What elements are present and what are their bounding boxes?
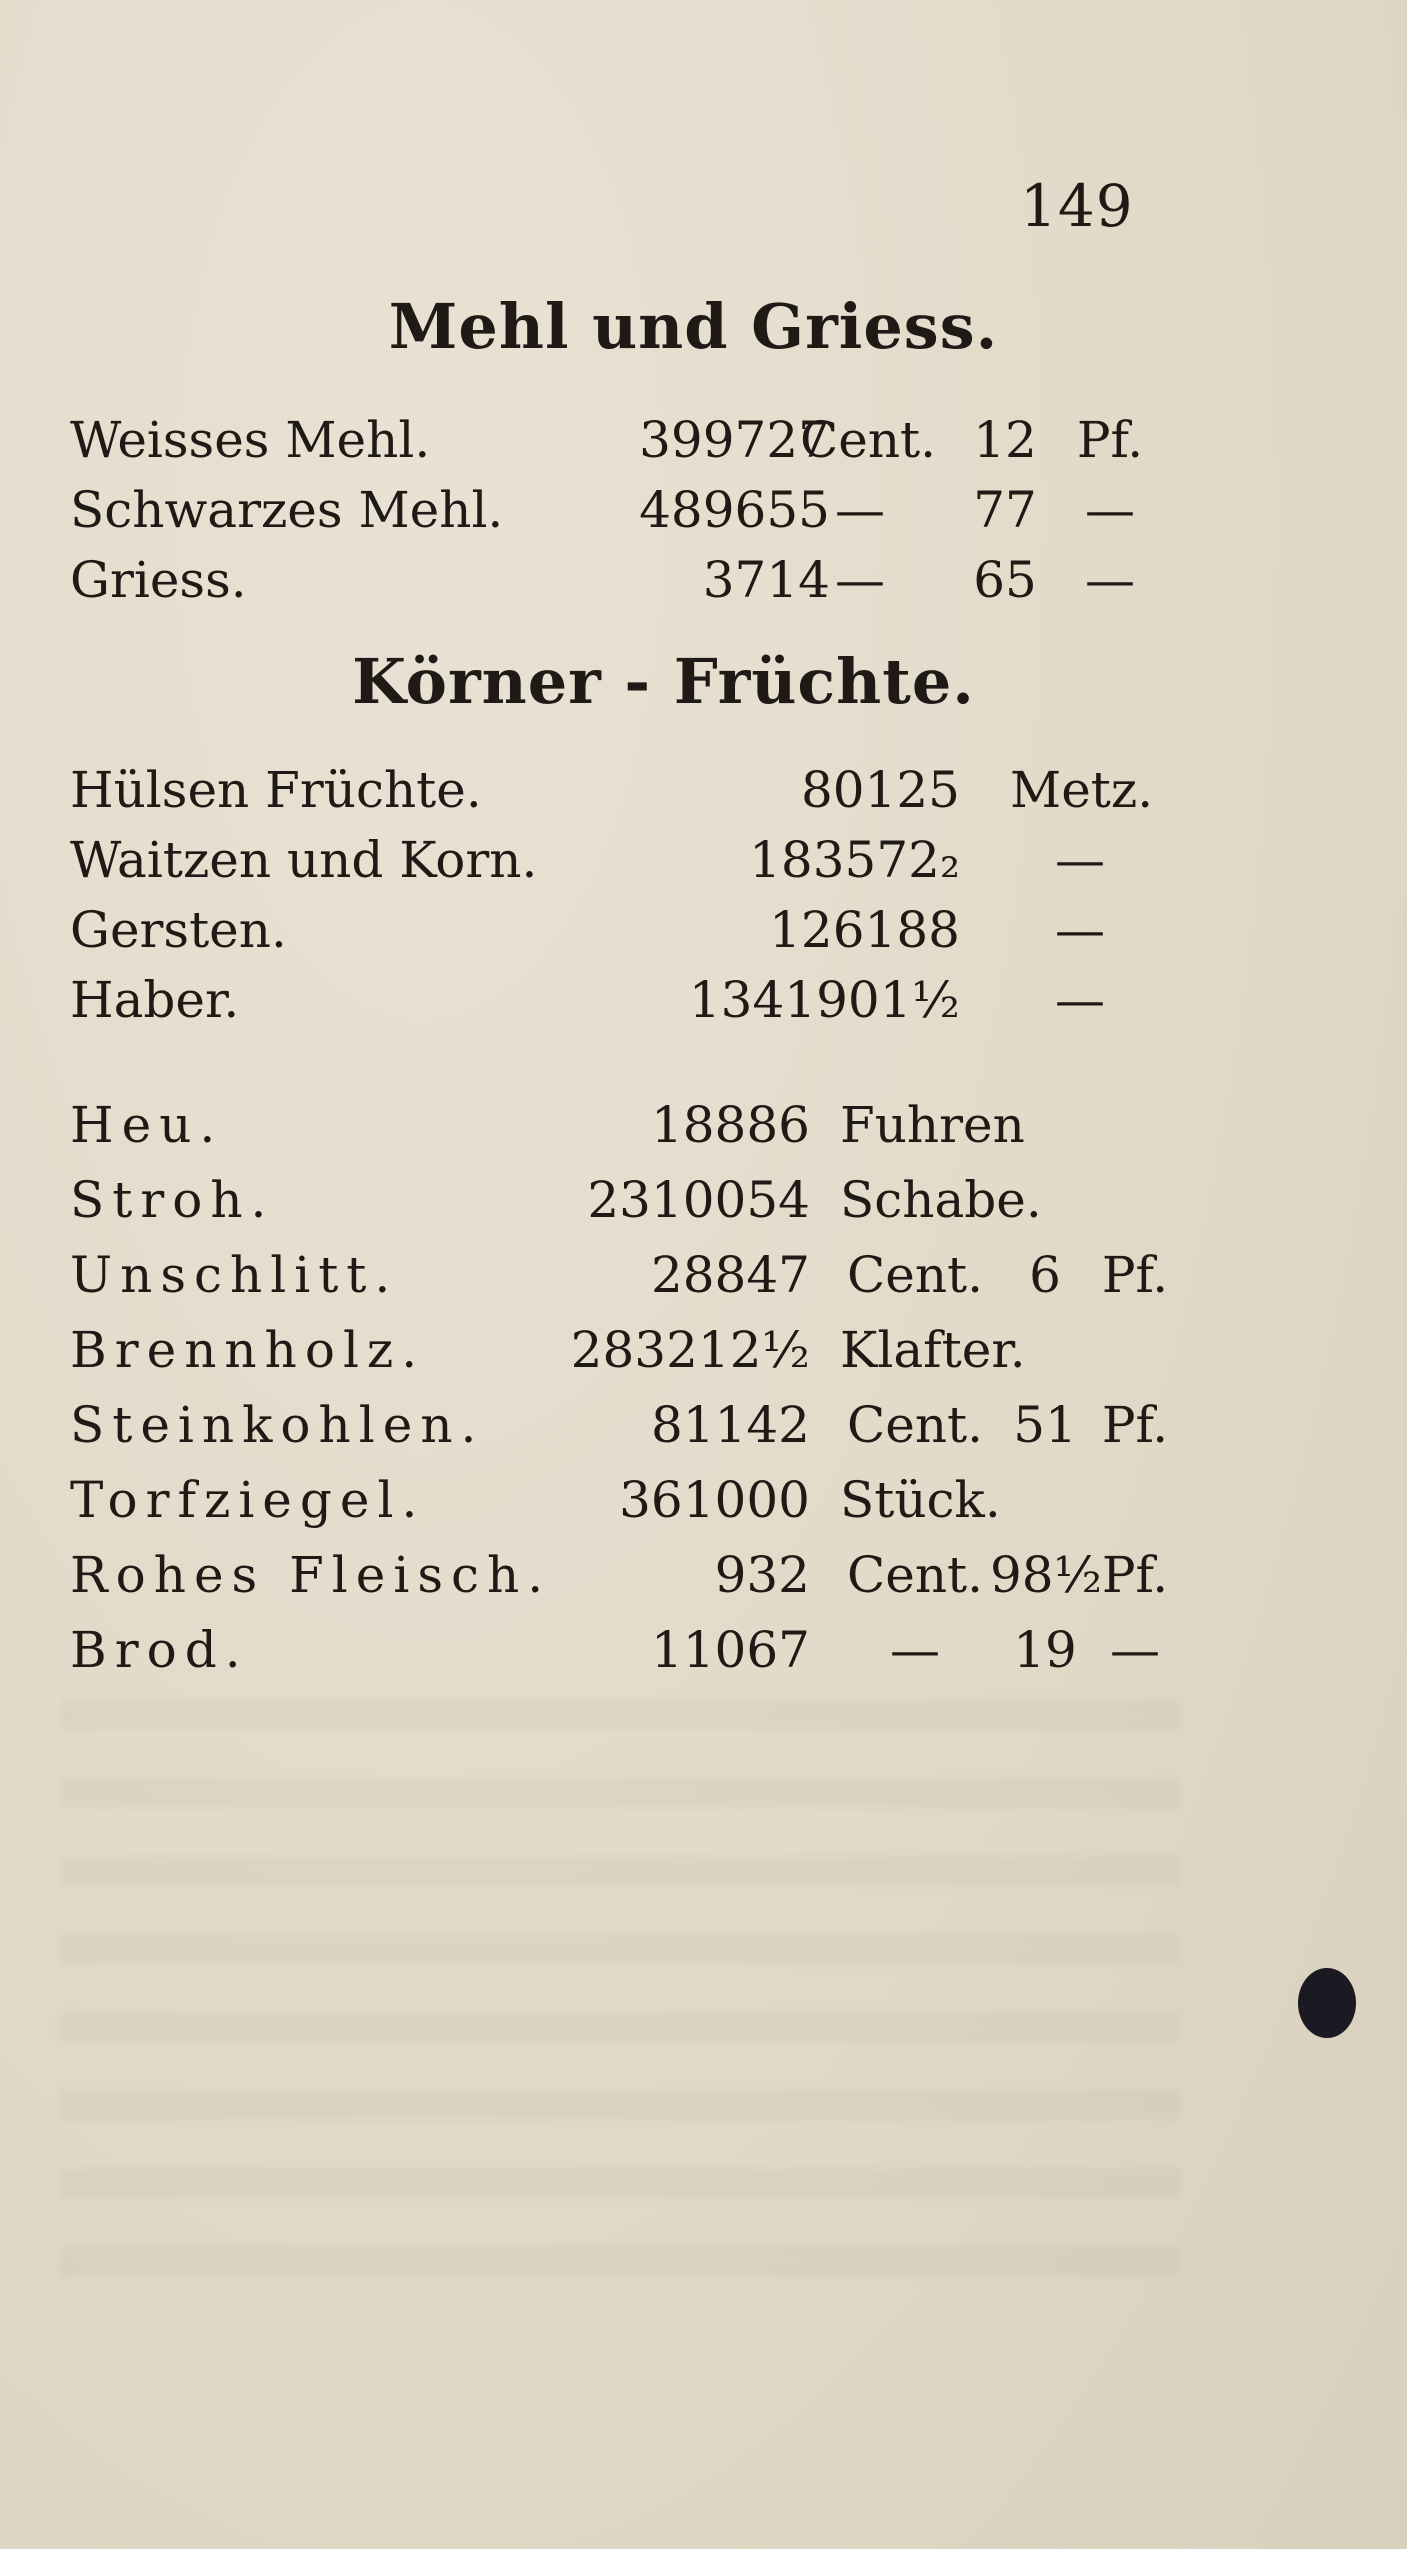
item-qty: 19 [1013,1621,1077,1679]
item-name: Brod. [70,1621,249,1679]
table-row [70,1465,1140,1535]
table-row [70,965,1140,1035]
item-unit: — [1055,831,1105,889]
item-amount: 1341901½ [688,971,960,1029]
item-unit: — [1055,971,1105,1029]
item-qty: 51 [1013,1396,1077,1454]
item-qty: 77 [973,481,1037,539]
section-heading-mehl: Mehl und Griess. [388,290,999,363]
table-row [70,1165,1140,1235]
item-qty: 98½ [990,1546,1103,1604]
item-amount: 3714 [702,551,830,609]
item-unit: Schabe. [840,1171,1042,1229]
item-unit: — [835,551,885,609]
item-unit: Klafter. [840,1321,1026,1379]
item-amount: 183572₂ [749,831,960,889]
item-unit2: — [1085,551,1135,609]
item-unit: Stück. [840,1471,1001,1529]
table-row [70,1240,1169,1310]
ink-spot [1298,1968,1356,2038]
item-name: Stroh. [70,1171,275,1229]
item-name: Heu. [70,1096,224,1154]
item-amount: 489655 [639,481,830,539]
item-name: Unschlitt. [70,1246,399,1304]
table-row [70,475,1140,545]
table-row [70,825,1140,895]
item-unit: Metz. [1010,761,1154,819]
item-unit2: Pf. [1076,411,1144,469]
item-amount: 81142 [650,1396,810,1454]
item-unit: Cent. [846,1546,984,1604]
item-unit: Cent. [800,411,937,469]
item-amount: 28847 [650,1246,810,1304]
item-name: Weisses Mehl. [70,411,431,469]
item-unit: — [835,481,885,539]
item-name: Rohes Fleisch. [70,1546,552,1604]
item-amount: 361000 [619,1471,810,1529]
item-amount: 80125 [800,761,960,819]
item-name: Steinkohlen. [70,1396,485,1454]
item-unit: — [1055,901,1105,959]
table-row [70,1540,1169,1610]
item-amount: 18886 [650,1096,810,1154]
item-unit2: — [1085,481,1135,539]
item-qty: 6 [1029,1246,1061,1304]
item-qty: 12 [973,411,1037,469]
table-row [70,1315,1140,1385]
item-name: Waitzen und Korn. [70,831,538,889]
table-row [70,405,1144,475]
bleed-through-text [60,1700,1180,2320]
item-name: Griess. [70,551,247,609]
item-name: Hülsen Früchte. [70,761,482,819]
item-name: Gersten. [70,901,287,959]
item-name: Torfziegel. [70,1471,426,1529]
item-qty: 65 [973,551,1037,609]
item-unit: Cent. [846,1246,984,1304]
item-name: Brennholz. [70,1321,426,1379]
item-amount: 2310054 [587,1171,810,1229]
item-unit2: Pf. [1101,1246,1169,1304]
table-row [70,755,1154,825]
table-row [70,895,1140,965]
table-row [70,1390,1169,1460]
item-name: Haber. [70,971,240,1029]
item-amount: 11067 [650,1621,810,1679]
item-amount: 283212½ [570,1321,810,1379]
item-unit: Fuhren [840,1096,1025,1154]
item-unit2: Pf. [1101,1546,1169,1604]
page-number: 149 [1020,172,1134,240]
table-row [70,1090,1140,1160]
item-unit2: Pf. [1101,1396,1169,1454]
table-row [70,545,1140,615]
item-unit: — [890,1621,940,1679]
section-heading-koerner: Körner - Früchte. [352,645,975,718]
item-amount: 126188 [769,901,960,959]
item-unit2: — [1110,1621,1160,1679]
item-amount: 932 [714,1546,810,1604]
table-row [70,1615,1160,1685]
item-name: Schwarzes Mehl. [70,481,504,539]
item-unit: Cent. [846,1396,984,1454]
item-amount: 399727 [639,411,830,469]
